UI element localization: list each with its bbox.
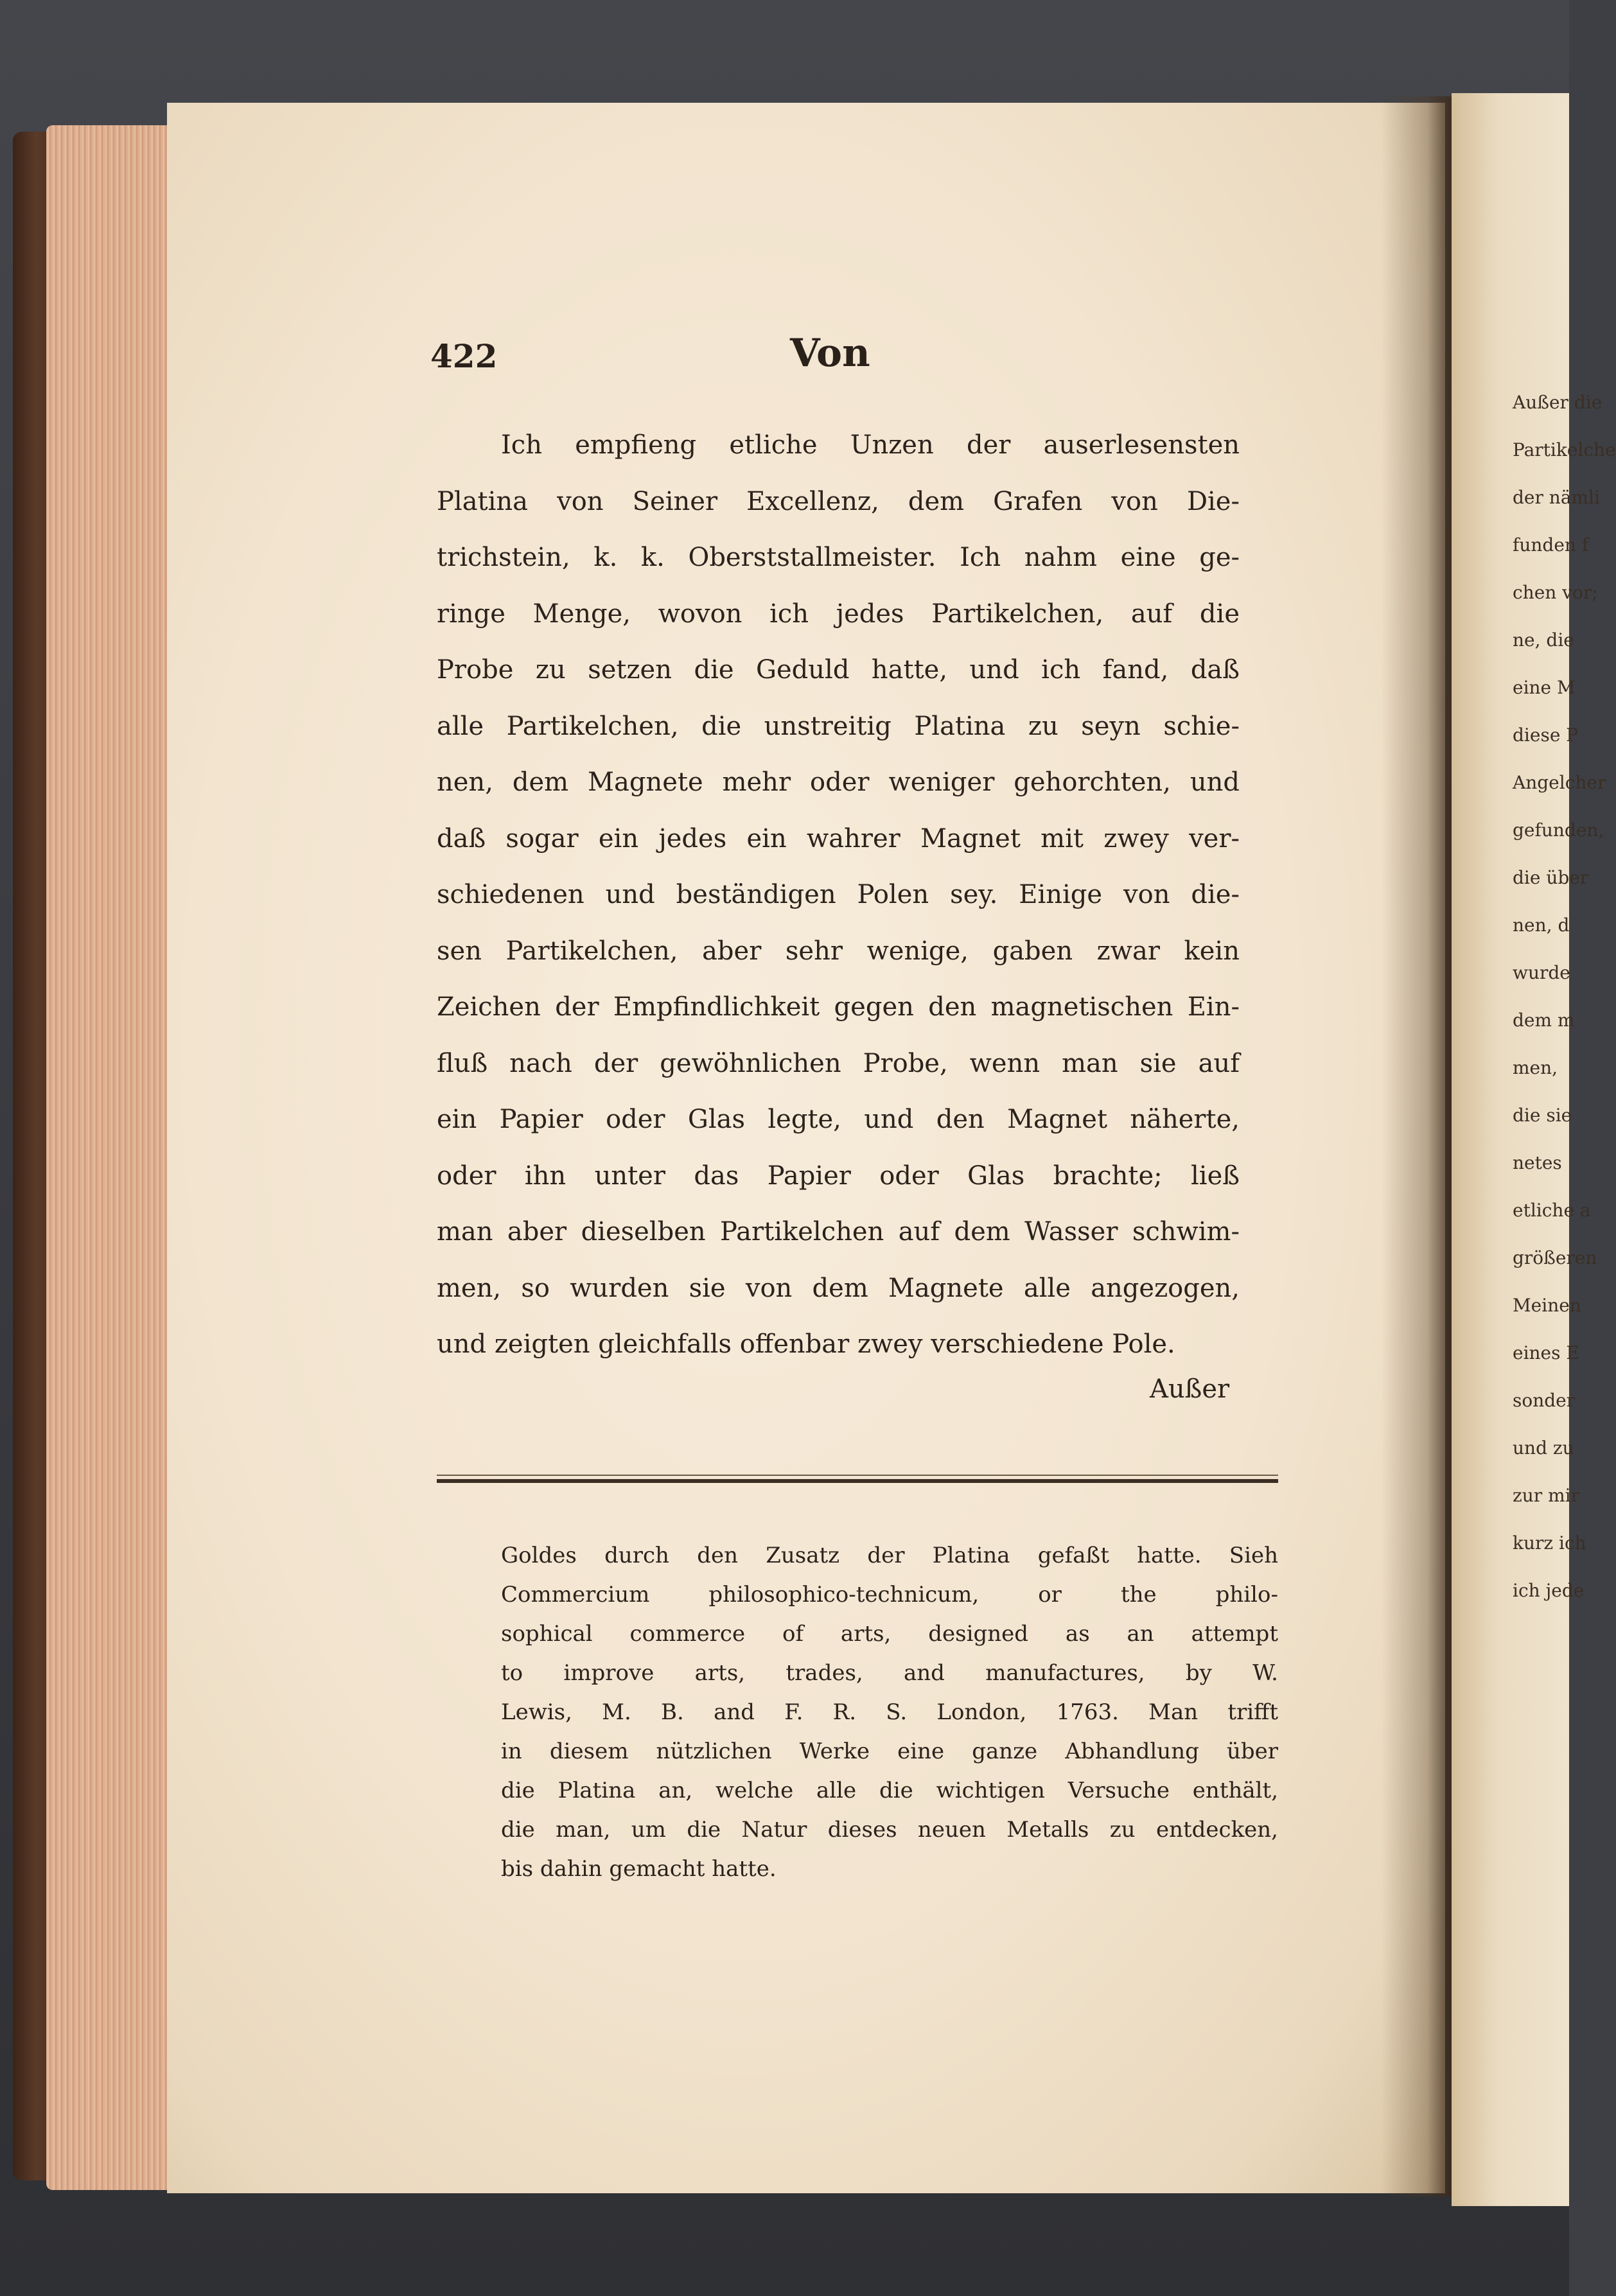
footnote-block <box>501 1536 1278 1889</box>
catchword: Außer <box>1150 1374 1230 1404</box>
facing-line: funden f <box>1513 534 1589 556</box>
footnote-line: die man, um die Natur dieses neuen Metalls zu entdecken, <box>501 1817 1278 1843</box>
footnote-rule-thin <box>437 1475 1278 1476</box>
footnote-line: Commercium philosophico-technicum, or the philo- <box>501 1582 1278 1608</box>
facing-line: Angelcher <box>1513 772 1606 793</box>
facing-line: Partikelche <box>1513 439 1616 460</box>
text-line: Ich empfieng etliche Unzen der auserlesensten <box>501 430 1240 460</box>
text-line: und zeigten gleichfalls offenbar zwey verschiedene Pole. <box>437 1329 1175 1359</box>
facing-line: eines E <box>1513 1342 1579 1363</box>
facing-line: ich jede <box>1513 1580 1585 1601</box>
facing-line: Meinen <box>1513 1295 1581 1316</box>
text-line: Probe zu setzen die Geduld hatte, und ich fand, daß <box>437 655 1240 685</box>
facing-line: eine M <box>1513 677 1576 698</box>
facing-line: nen, d <box>1513 915 1570 936</box>
footnote-rule <box>437 1479 1278 1483</box>
main-text-block <box>437 417 1240 1373</box>
text-line: fluß nach der gewöhnlichen Probe, wenn man sie auf <box>437 1048 1240 1078</box>
footnote-line: Goldes durch den Zusatz der Platina gefaßt hatte. Sieh <box>501 1543 1278 1568</box>
text-line: Platina von Seiner Excellenz, dem Grafen von Die- <box>437 486 1240 516</box>
facing-page-text <box>1513 379 1616 1615</box>
facing-line: gefunden, <box>1513 819 1604 841</box>
footnote-line: to improve arts, trades, and manufactures, by W. <box>501 1660 1278 1686</box>
text-line: alle Partikelchen, die unstreitig Platina zu seyn schie- <box>437 711 1240 741</box>
page-edges <box>46 125 171 2190</box>
facing-line: diese P <box>1513 724 1579 746</box>
footnote-line: die Platina an, welche alle die wichtigen Versuche enthält, <box>501 1778 1278 1803</box>
text-line: ein Papier oder Glas legte, und den Magnet näherte, <box>437 1105 1240 1134</box>
text-line: men, so wurden sie von dem Magnete alle angezogen, <box>437 1273 1240 1303</box>
text-line: nen, dem Magnete mehr oder weniger gehorchten, und <box>437 767 1240 797</box>
book-gutter <box>1381 96 1458 2196</box>
facing-line: größeren <box>1513 1247 1597 1268</box>
facing-line: die über <box>1513 867 1589 888</box>
text-line: daß sogar ein jedes ein wahrer Magnet mit zwey ver- <box>437 823 1240 854</box>
facing-line: die sie <box>1513 1105 1572 1126</box>
text-line: trichstein, k. k. Oberststallmeister. Ich nahm eine ge- <box>437 543 1240 572</box>
facing-line: ne, die <box>1513 629 1574 651</box>
facing-line: Außer die <box>1513 392 1603 413</box>
facing-line: dem m <box>1513 1010 1575 1031</box>
facing-line: wurde <box>1513 962 1570 983</box>
footnote-line: sophical commerce of arts, designed as an attempt <box>501 1621 1278 1647</box>
text-line: oder ihn unter das Papier oder Glas brachte; ließ <box>437 1161 1240 1191</box>
footnote-line: bis dahin gemacht hatte. <box>501 1856 777 1882</box>
facing-line: sonder <box>1513 1390 1576 1411</box>
footnote-line: Lewis, M. B. and F. R. S. London, 1763. Man trifft <box>501 1699 1278 1725</box>
footnote-line: in diesem nützlichen Werke eine ganze Abhandlung über <box>501 1739 1278 1764</box>
text-line: schiedenen und beständigen Polen sey. Einige von die- <box>437 880 1240 909</box>
page-header <box>430 331 1278 389</box>
text-line: man aber dieselben Partikelchen auf dem Wasser schwim- <box>437 1217 1240 1247</box>
facing-line: netes <box>1513 1152 1562 1173</box>
text-line: ringe Menge, wovon ich jedes Partikelchen, auf die <box>437 599 1240 629</box>
facing-line: etliche a <box>1513 1200 1591 1221</box>
text-line: Zeichen der Empfindlichkeit gegen den magnetischen Ein- <box>437 992 1240 1022</box>
facing-line: der nämli <box>1513 487 1600 508</box>
facing-line: und zu <box>1513 1437 1574 1459</box>
page-number: 422 <box>430 337 498 375</box>
facing-line: chen vor; <box>1513 582 1598 603</box>
facing-line: men, <box>1513 1057 1558 1078</box>
facing-line: zur mir <box>1513 1485 1579 1506</box>
running-head: Von <box>790 331 870 376</box>
facing-line: kurz ich <box>1513 1532 1586 1554</box>
text-line: sen Partikelchen, aber sehr wenige, gaben zwar kein <box>437 936 1240 966</box>
